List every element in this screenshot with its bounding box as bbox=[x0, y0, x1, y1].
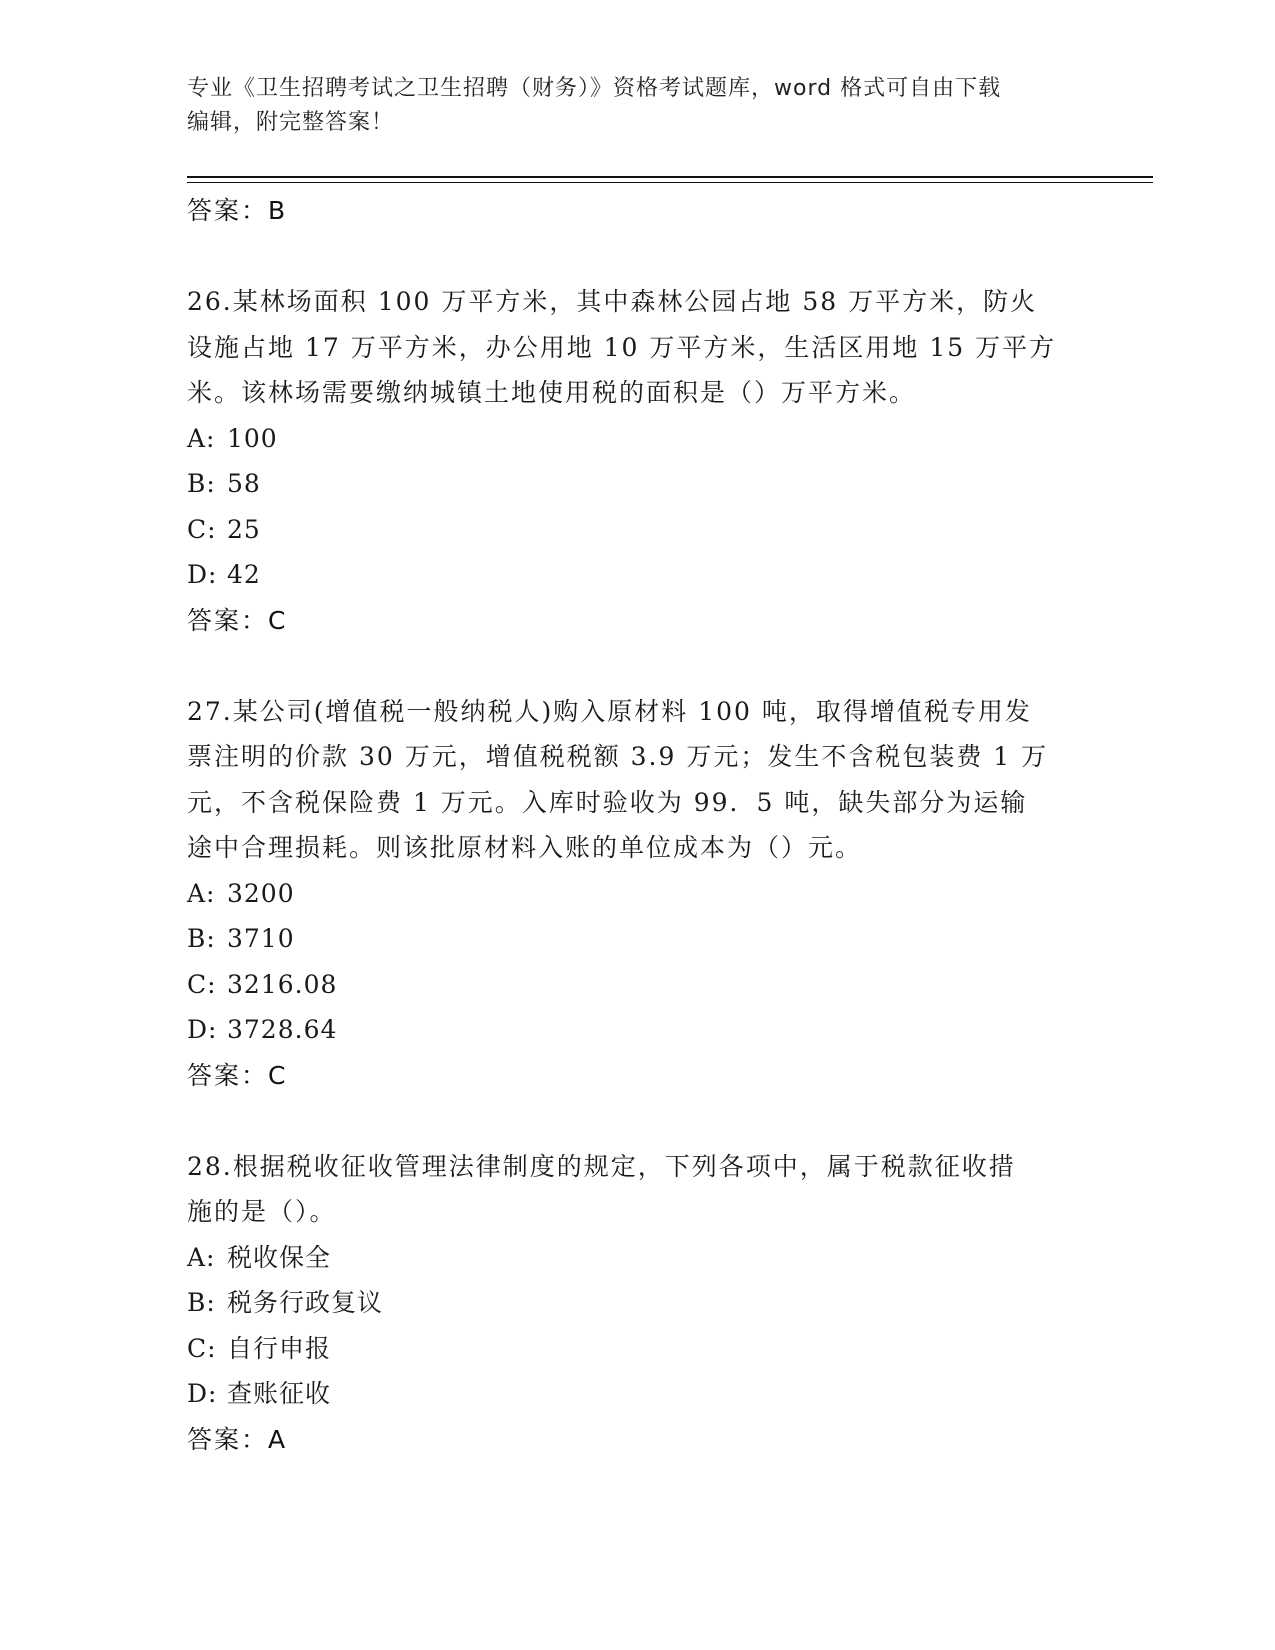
option-label: D: bbox=[187, 560, 218, 589]
option-text: 税务行政复议 bbox=[227, 1288, 384, 1317]
previous-answer: 答案：B bbox=[187, 196, 288, 225]
question-block bbox=[187, 279, 1087, 643]
question-text-line: 26.某林场面积 100 万平方米，其中森林公园占地 58 万平方米，防火 bbox=[187, 287, 1038, 316]
header-rule-thin bbox=[187, 182, 1153, 183]
option-text: 25 bbox=[227, 514, 261, 544]
option-a bbox=[187, 871, 1087, 917]
option-label: B: bbox=[187, 924, 216, 953]
header-line-2: 编辑，附完整答案！ bbox=[187, 110, 395, 135]
question-block bbox=[187, 1144, 1087, 1463]
spacer bbox=[187, 234, 1087, 280]
option-label: A: bbox=[187, 1242, 216, 1272]
page-header bbox=[187, 72, 1087, 140]
option-text: 3710 bbox=[227, 924, 295, 953]
option-b bbox=[187, 1280, 1087, 1326]
option-label: C: bbox=[187, 969, 217, 999]
option-text: 42 bbox=[227, 560, 261, 589]
option-text: 3728.64 bbox=[227, 1015, 338, 1044]
question-text-line: 途中合理损耗。则该批原材料入账的单位成本为（）元。 bbox=[187, 833, 863, 862]
option-c bbox=[187, 962, 1087, 1008]
question-text-line: 28.根据税收征收管理法律制度的规定，下列各项中，属于税款征收措 bbox=[187, 1151, 1016, 1181]
question-text-line: 施的是（）。 bbox=[187, 1197, 337, 1226]
option-b bbox=[187, 916, 1087, 962]
option-text: 3216.08 bbox=[227, 969, 338, 999]
document-content bbox=[187, 188, 1087, 1462]
question-block bbox=[187, 689, 1087, 1099]
option-label: B: bbox=[187, 1288, 216, 1317]
option-c bbox=[187, 1326, 1087, 1372]
option-b bbox=[187, 461, 1087, 507]
question-answer: 答案：C bbox=[187, 1060, 288, 1090]
header-rule-thick bbox=[187, 176, 1153, 178]
option-label: A: bbox=[187, 423, 216, 453]
question-text-line: 米。该林场需要缴纳城镇土地使用税的面积是（）万平方米。 bbox=[187, 378, 917, 407]
option-label: C: bbox=[187, 514, 217, 544]
option-d bbox=[187, 552, 1087, 598]
option-label: A: bbox=[187, 878, 216, 908]
option-label: D: bbox=[187, 1379, 218, 1408]
question-text-line: 票注明的价款 30 万元，增值税税额 3.9 万元；发生不含税包装费 1 万 bbox=[187, 742, 1049, 771]
question-text-line: 元，不含税保险费 1 万元。入库时验收为 99．5 吨，缺失部分为运输 bbox=[187, 787, 1028, 817]
option-text: 100 bbox=[227, 423, 278, 453]
question-answer: 答案：A bbox=[187, 1424, 288, 1454]
question-text-line: 设施占地 17 万平方米，办公用地 10 万平方米，生活区用地 15 万平方 bbox=[187, 332, 1057, 362]
spacer bbox=[187, 1098, 1087, 1144]
option-a bbox=[187, 416, 1087, 462]
header-line-1: 专业《卫生招聘考试之卫生招聘（财务）》资格考试题库，word 格式可自由下载 bbox=[187, 76, 1002, 101]
option-text: 自行申报 bbox=[227, 1333, 332, 1363]
question-text-line: 27.某公司(增值税一般纳税人)购入原材料 100 吨，取得增值税专用发 bbox=[187, 696, 1032, 726]
question-answer: 答案：C bbox=[187, 605, 288, 635]
option-a bbox=[187, 1235, 1087, 1281]
option-text: 58 bbox=[227, 469, 261, 498]
option-d bbox=[187, 1371, 1087, 1417]
option-label: B: bbox=[187, 469, 216, 498]
spacer bbox=[187, 643, 1087, 689]
option-label: C: bbox=[187, 1333, 217, 1363]
option-label: D: bbox=[187, 1015, 218, 1044]
option-text: 税收保全 bbox=[227, 1242, 332, 1272]
option-text: 查账征收 bbox=[227, 1379, 332, 1408]
option-d bbox=[187, 1007, 1087, 1053]
option-text: 3200 bbox=[227, 878, 295, 908]
option-c bbox=[187, 507, 1087, 553]
